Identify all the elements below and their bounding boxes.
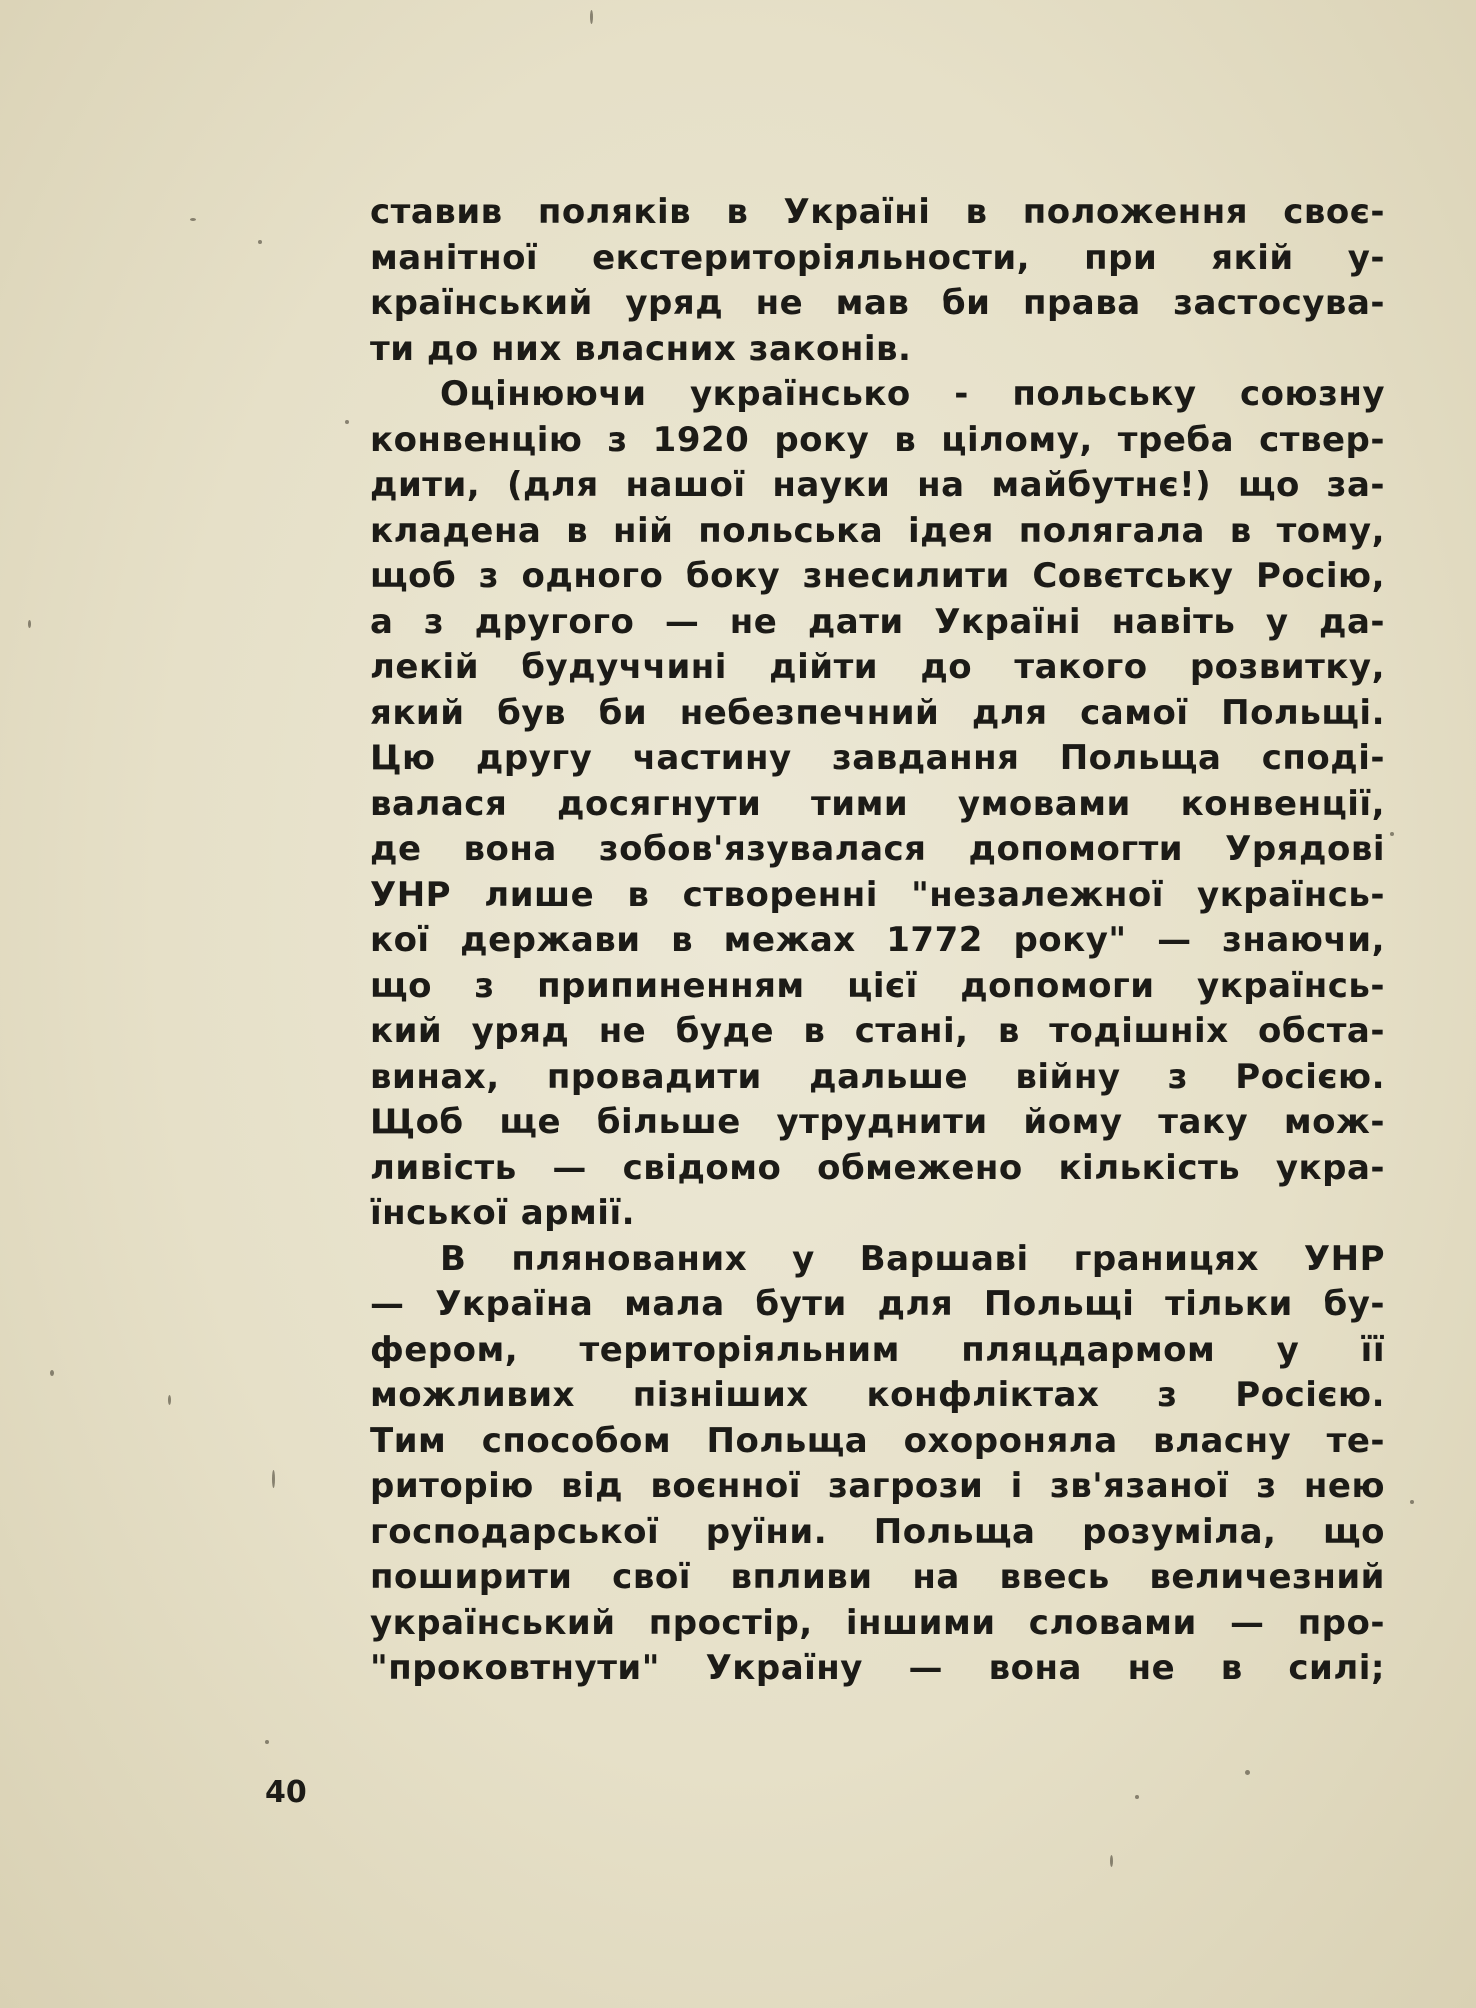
paper-speck [50, 1370, 54, 1376]
paper-speck [168, 1395, 171, 1405]
paper-speck [258, 240, 262, 244]
text-line: — Україна мала бути для Польщі тільки бу- [370, 1284, 1385, 1324]
text-line: Тим способом Польща охороняла власну те- [370, 1420, 1385, 1461]
text-line: Оцінюючи українсько - польську союзну [440, 374, 1385, 414]
text-line: український простір, іншими словами — про- [370, 1602, 1385, 1643]
paper-speck [265, 1740, 269, 1744]
body-text [370, 190, 1385, 1692]
text-line: ливість — свідомо обмежено кількість укра- [370, 1147, 1385, 1188]
text-line: лекій будуччині дійти до такого розвитку, [370, 647, 1385, 687]
text-line: "проковтнути" Україну — вона не в силі; [370, 1648, 1385, 1688]
text-line: країнський уряд не мав би права застосува- [370, 283, 1385, 323]
text-line: поширити свої впливи на ввесь величезний [370, 1557, 1385, 1597]
text-line: манітної екстериторіяльности, при якій у- [370, 237, 1385, 278]
text-line: їнської армії. [370, 1193, 636, 1233]
paper-speck [28, 620, 31, 628]
text-line: де вона зобов'язувалася допомогти Урядові [370, 829, 1385, 869]
text-line: а з другого — не дати Україні навіть у да- [370, 601, 1385, 642]
text-line: валася досягнути тими умовами конвенції, [370, 783, 1385, 824]
paper-speck [1390, 832, 1394, 836]
text-line: ставив поляків в Україні в положення своє- [370, 192, 1385, 232]
text-line: що з припиненням цієї допомоги українсь- [370, 965, 1385, 1006]
text-line: дити, (для нашої науки на майбутнє!) що за- [370, 465, 1385, 505]
text-line: конвенцію з 1920 року в цілому, треба ствер- [370, 419, 1385, 460]
text-line: риторію від воєнної загрози і зв'язаної з нею [370, 1466, 1385, 1506]
paper-speck [1245, 1770, 1250, 1775]
text-line: можливих пізніших конфліктах з Росією. [370, 1375, 1385, 1415]
text-line: кий уряд не буде в стані, в тодішніх обста- [370, 1011, 1385, 1051]
text-line: господарської руїни. Польща розуміла, що [370, 1511, 1385, 1552]
paper-speck [345, 420, 349, 424]
text-line: ти до них власних законів. [370, 328, 912, 369]
paper-speck [1110, 1855, 1113, 1867]
paper-speck [272, 1470, 275, 1488]
text-line: який був би небезпечний для самої Польщі. [370, 692, 1385, 733]
text-line: кої держави в межах 1772 року" — знаючи, [370, 920, 1385, 960]
paragraph-3 [370, 1237, 1385, 1692]
paragraph-1 [370, 190, 1385, 372]
text-line: винах, провадити дальше війну з Росією. [370, 1056, 1385, 1097]
text-line: УНР лише в створенні "незалежної українсь- [370, 874, 1385, 915]
text-line: кладена в ній польська ідея полягала в тому, [370, 510, 1385, 551]
paper-speck [190, 218, 196, 221]
text-line: Щоб ще більше утруднити йому таку мож- [370, 1102, 1385, 1142]
page-number: 40 [265, 1775, 307, 1810]
text-line: фером, територіяльним пляцдармом у її [370, 1329, 1385, 1370]
text-line: щоб з одного боку знесилити Совєтську Росію, [370, 556, 1385, 596]
text-line: В плянованих у Варшаві границях УНР [440, 1238, 1385, 1279]
paper-speck [1410, 1500, 1414, 1504]
paragraph-2 [370, 372, 1385, 1237]
text-line: Цю другу частину завдання Польща споді- [370, 738, 1385, 778]
paper-speck [590, 10, 593, 24]
paper-speck [1135, 1795, 1139, 1799]
